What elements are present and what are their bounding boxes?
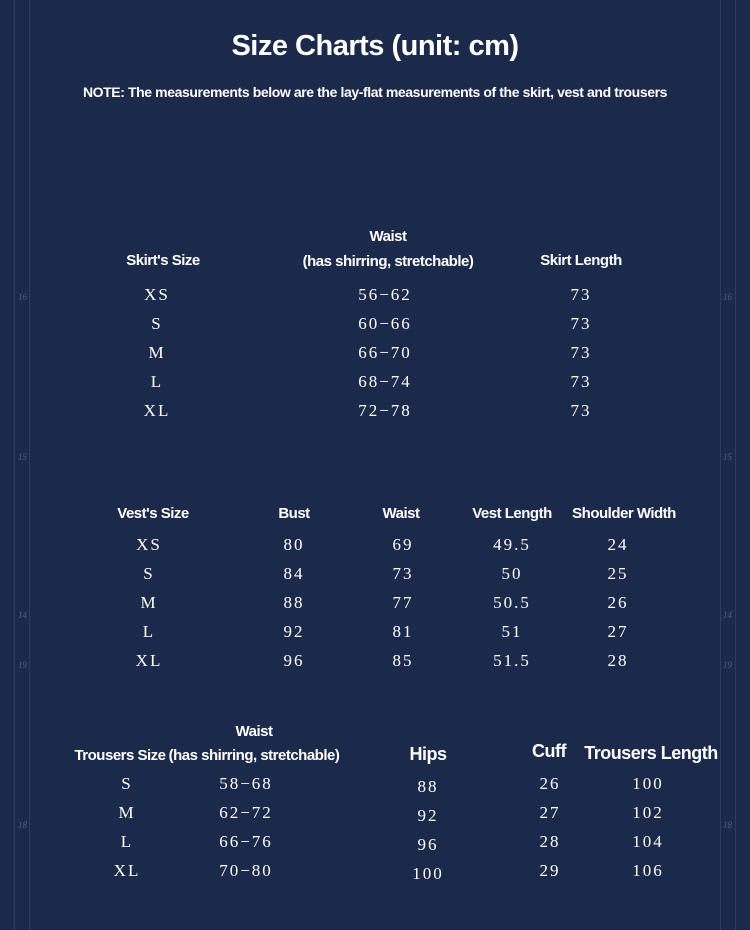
edge-number: 18 [18,820,27,830]
trousers-waist-header: Waist [235,723,273,740]
skirt-table-cell: L [150,372,164,391]
vest-table-header: Waist [382,505,420,522]
vest-table-cell: 77 [392,593,414,612]
skirt-size-header: Skirt's Size [126,252,200,269]
left-ruler-edge [14,0,30,930]
vest-table-cell: XL [135,651,163,670]
trousers-table-cell: 62−72 [219,803,273,822]
skirt-table-cell: 66−70 [358,343,412,362]
trousers-table-cell: 100 [632,774,664,793]
trousers-table-cell: 106 [632,861,664,880]
edge-number: 14 [723,610,732,620]
trousers-table-cell: 26 [539,774,561,793]
skirt-table-cell: XL [143,401,171,420]
right-ruler-edge [720,0,736,930]
vest-table-cell: XS [136,535,162,554]
trousers-cuff-header: Cuff [532,741,566,761]
skirt-length-header: Skirt Length [540,252,622,269]
vest-table-cell: 50.5 [493,593,531,612]
vest-table-cell: 96 [283,651,305,670]
vest-table-header: Bust [278,505,310,522]
edge-number: 16 [723,292,732,302]
vest-table-header: Vest Length [472,505,552,522]
edge-number: 15 [723,452,732,462]
trousers-hips-header: Hips [409,744,447,764]
skirt-table-cell: S [151,314,163,333]
trousers-table-cell: 70−80 [219,861,273,880]
skirt-table-cell: 56−62 [358,285,412,304]
trousers-size-header: Trousers Size [74,747,166,764]
trousers-table-cell: XL [113,861,141,880]
trousers-table-cell: 29 [539,861,561,880]
edge-number: 14 [18,610,27,620]
trousers-length-header: Trousers Length [584,743,718,763]
skirt-table-cell: 60−66 [358,314,412,333]
vest-table-cell: M [140,593,158,612]
vest-table-cell: 50 [501,564,523,583]
skirt-table-cell: 72−78 [358,401,412,420]
vest-table-cell: S [143,564,155,583]
skirt-table-cell: 73 [570,314,592,333]
trousers-table-cell: 58−68 [219,774,273,793]
trousers-table-cell: 66−76 [219,832,273,851]
vest-table-cell: 85 [392,651,414,670]
trousers-table-cell: 27 [539,803,561,822]
skirt-table-cell: 68−74 [358,372,412,391]
skirt-waist-header: Waist [369,228,407,245]
trousers-table-cell: S [121,774,133,793]
trousers-waist-subheader: (has shirring, stretchable) [168,747,340,764]
vest-table-cell: 26 [607,593,629,612]
edge-number: 16 [18,292,27,302]
edge-number: 19 [18,660,27,670]
trousers-table-cell: 102 [632,803,664,822]
vest-table-header: Vest's Size [117,505,189,522]
page-title: Size Charts (unit: cm) [231,30,519,62]
skirt-table-cell: M [148,343,166,362]
vest-table-cell: 51 [501,622,523,641]
vest-table-cell: 28 [607,651,629,670]
skirt-table-cell: 73 [570,285,592,304]
trousers-table-cell: 88 [417,777,439,796]
vest-table-cell: 88 [283,593,305,612]
vest-table-cell: 25 [607,564,629,583]
vest-table-cell: 69 [392,535,414,554]
skirt-table-cell: XS [144,285,170,304]
skirt-table-cell: 73 [570,343,592,362]
trousers-table-cell: L [120,832,134,851]
vest-table-cell: 80 [283,535,305,554]
edge-number: 15 [18,452,27,462]
trousers-table-cell: 100 [412,864,444,883]
trousers-table-cell: 28 [539,832,561,851]
vest-table-cell: 24 [607,535,629,554]
vest-table-cell: 92 [283,622,305,641]
skirt-table-cell: 73 [570,372,592,391]
vest-table-cell: L [142,622,156,641]
skirt-waist-subheader: (has shirring, stretchable) [302,253,474,270]
edge-number: 19 [723,660,732,670]
vest-table-cell: 81 [392,622,414,641]
skirt-table-cell: 73 [570,401,592,420]
trousers-table-cell: 104 [632,832,664,851]
measurement-note: NOTE: The measurements below are the lay-flat measurements of the skirt, vest and trousers [82,84,668,100]
trousers-table-cell: M [118,803,136,822]
vest-table-cell: 51.5 [493,651,531,670]
trousers-table-cell: 92 [417,806,439,825]
vest-table-cell: 27 [607,622,629,641]
vest-table-cell: 49.5 [493,535,531,554]
vest-table-header: Shoulder Width [572,505,676,522]
vest-table-cell: 73 [392,564,414,583]
trousers-table-cell: 96 [417,835,439,854]
vest-table-cell: 84 [283,564,305,583]
edge-number: 18 [723,820,732,830]
